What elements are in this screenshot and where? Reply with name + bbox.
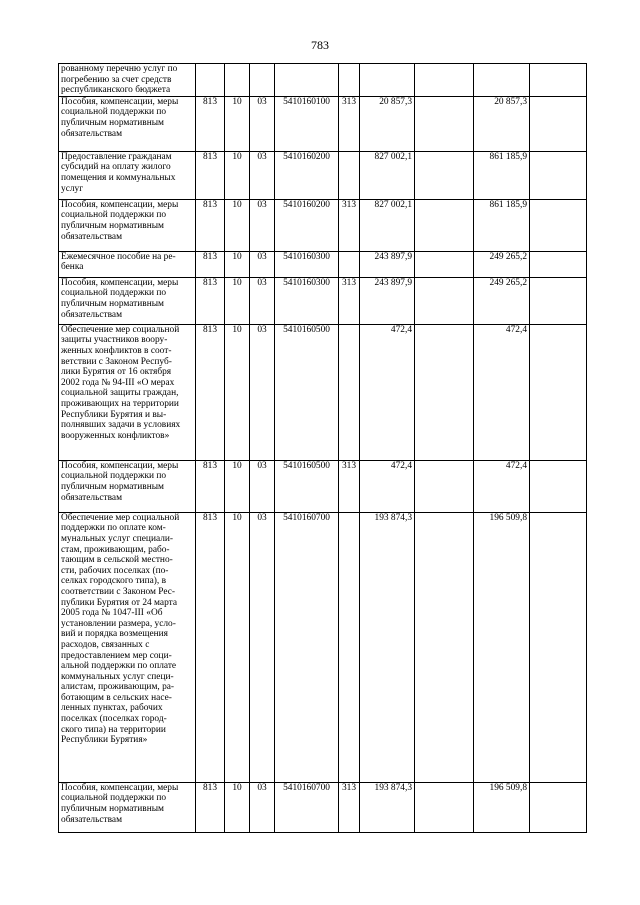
cell-expense-type: 313 [339, 199, 360, 251]
cell-amount-1: 193 874,3 [360, 512, 415, 782]
cell-amount-1: 243 897,9 [360, 277, 415, 324]
cell-amount-4 [530, 199, 587, 251]
cell-expense-type: 313 [339, 460, 360, 512]
cell-target-article: 5410160200 [275, 199, 339, 251]
cell-section [225, 64, 250, 97]
cell-amount-3: 472,4 [474, 324, 530, 460]
row-name-cell: Пособия, компенсации, меры социальной поддержки по публичным нормативным обязательствам [59, 199, 196, 251]
cell-amount-3: 861 185,9 [474, 151, 530, 199]
cell-amount-1 [360, 64, 415, 97]
cell-amount-4 [530, 512, 587, 782]
cell-amount-2 [415, 96, 474, 151]
row-name-cell: Пособия, компенсации, меры социальной поддержки по публичным нормативным обязательствам [59, 277, 196, 324]
row-name-cell: Ежемесячное пособие на ре- бенка [59, 251, 196, 277]
cell-amount-4 [530, 151, 587, 199]
cell-target-article: 5410160700 [275, 782, 339, 832]
page-number: 783 [311, 38, 329, 52]
table-row [59, 512, 587, 782]
cell-ministry: 813 [196, 277, 225, 324]
cell-subsection: 03 [250, 460, 275, 512]
cell-subsection: 03 [250, 96, 275, 151]
cell-target-article: 5410160500 [275, 460, 339, 512]
cell-expense-type: 313 [339, 277, 360, 324]
cell-section: 10 [225, 782, 250, 832]
table-row [59, 782, 587, 832]
cell-amount-2 [415, 782, 474, 832]
cell-amount-2 [415, 277, 474, 324]
table-row [59, 199, 587, 251]
cell-section: 10 [225, 512, 250, 782]
cell-section: 10 [225, 96, 250, 151]
cell-amount-3: 249 265,2 [474, 277, 530, 324]
cell-section: 10 [225, 251, 250, 277]
cell-amount-4 [530, 460, 587, 512]
cell-amount-2 [415, 151, 474, 199]
cell-amount-3: 196 509,8 [474, 512, 530, 782]
cell-ministry: 813 [196, 251, 225, 277]
cell-amount-3: 20 857,3 [474, 96, 530, 151]
budget-table [58, 63, 587, 833]
cell-amount-1: 20 857,3 [360, 96, 415, 151]
cell-amount-2 [415, 460, 474, 512]
cell-amount-3: 249 265,2 [474, 251, 530, 277]
cell-ministry: 813 [196, 96, 225, 151]
cell-ministry: 813 [196, 460, 225, 512]
cell-subsection: 03 [250, 199, 275, 251]
row-name-cell: Обеспечение мер социальной поддержки по оплате ком- мунальных услуг специали- стам, проживающим, рабо- тающим в сельской местно- сти, рабочих поселках (по- селках городского типа), в соответствии с Законом Рес- публики Бурятия от 24 марта 2005 года № 1047-III «Об установлении размера, усло- вий и порядка возмещения расходов, связанных с предоставлением мер соци- альной поддержки по оплате коммунальных услуг специ- алистам, проживающим, ра- ботающим в сельских насе- ленных пунктах, рабочих поселках (поселках город- ского типа) на территории Республики Бурятия» [59, 512, 196, 782]
cell-ministry: 813 [196, 512, 225, 782]
table-row [59, 251, 587, 277]
row-name-cell: Пособия, компенсации, меры социальной поддержки по публичным нормативным обязательствам [59, 96, 196, 151]
cell-target-article: 5410160100 [275, 96, 339, 151]
cell-amount-2 [415, 251, 474, 277]
cell-amount-2 [415, 199, 474, 251]
cell-amount-2 [415, 324, 474, 460]
cell-subsection: 03 [250, 782, 275, 832]
cell-ministry: 813 [196, 151, 225, 199]
cell-amount-1: 472,4 [360, 460, 415, 512]
cell-expense-type [339, 251, 360, 277]
row-name-cell: Обеспечение мер социальной защиты участников воору- женных конфликтов в соот- ветствии с Законом Респуб- лики Бурятия от 16 октября 2002 года № 94-III «О мерах социальной защиты граждан, проживающих на территории Республики Бурятия и вы- полнявших задачи в условиях вооруженных конфликтов» [59, 324, 196, 460]
cell-target-article: 5410160300 [275, 277, 339, 324]
cell-amount-1: 472,4 [360, 324, 415, 460]
cell-subsection: 03 [250, 251, 275, 277]
table-row [59, 96, 587, 151]
cell-ministry: 813 [196, 324, 225, 460]
cell-amount-1: 243 897,9 [360, 251, 415, 277]
cell-ministry [196, 64, 225, 97]
cell-amount-4 [530, 64, 587, 97]
cell-subsection: 03 [250, 324, 275, 460]
cell-expense-type [339, 324, 360, 460]
cell-amount-3: 861 185,9 [474, 199, 530, 251]
cell-expense-type [339, 151, 360, 199]
cell-section: 10 [225, 460, 250, 512]
cell-target-article [275, 64, 339, 97]
cell-ministry: 813 [196, 199, 225, 251]
row-name-cell: Пособия, компенсации, меры социальной поддержки по публичным нормативным обязательствам [59, 782, 196, 832]
cell-amount-2 [415, 64, 474, 97]
cell-amount-3: 472,4 [474, 460, 530, 512]
table-row [59, 324, 587, 460]
table-row [59, 151, 587, 199]
cell-amount-4 [530, 782, 587, 832]
row-name-cell: рованному перечню услуг по погребению за счет средств республиканского бюджета [59, 64, 196, 97]
table-row [59, 277, 587, 324]
cell-target-article: 5410160500 [275, 324, 339, 460]
cell-amount-1: 827 002,1 [360, 199, 415, 251]
cell-amount-4 [530, 277, 587, 324]
cell-subsection: 03 [250, 277, 275, 324]
cell-amount-1: 827 002,1 [360, 151, 415, 199]
cell-amount-3: 196 509,8 [474, 782, 530, 832]
cell-section: 10 [225, 199, 250, 251]
cell-section: 10 [225, 277, 250, 324]
cell-expense-type [339, 64, 360, 97]
cell-amount-3 [474, 64, 530, 97]
cell-amount-4 [530, 251, 587, 277]
cell-ministry: 813 [196, 782, 225, 832]
row-name-cell: Пособия, компенсации, меры социальной поддержки по публичным нормативным обязательствам [59, 460, 196, 512]
cell-subsection [250, 64, 275, 97]
cell-expense-type: 313 [339, 96, 360, 151]
cell-target-article: 5410160200 [275, 151, 339, 199]
cell-amount-2 [415, 512, 474, 782]
cell-amount-4 [530, 324, 587, 460]
table-row [59, 460, 587, 512]
row-name-cell: Предоставление гражданам субсидий на оплату жилого помещения и коммунальных услуг [59, 151, 196, 199]
cell-target-article: 5410160300 [275, 251, 339, 277]
cell-section: 10 [225, 324, 250, 460]
cell-subsection: 03 [250, 151, 275, 199]
cell-amount-1: 193 874,3 [360, 782, 415, 832]
table-row [59, 64, 587, 97]
cell-target-article: 5410160700 [275, 512, 339, 782]
cell-expense-type: 313 [339, 782, 360, 832]
cell-amount-4 [530, 96, 587, 151]
cell-section: 10 [225, 151, 250, 199]
cell-subsection: 03 [250, 512, 275, 782]
cell-expense-type [339, 512, 360, 782]
